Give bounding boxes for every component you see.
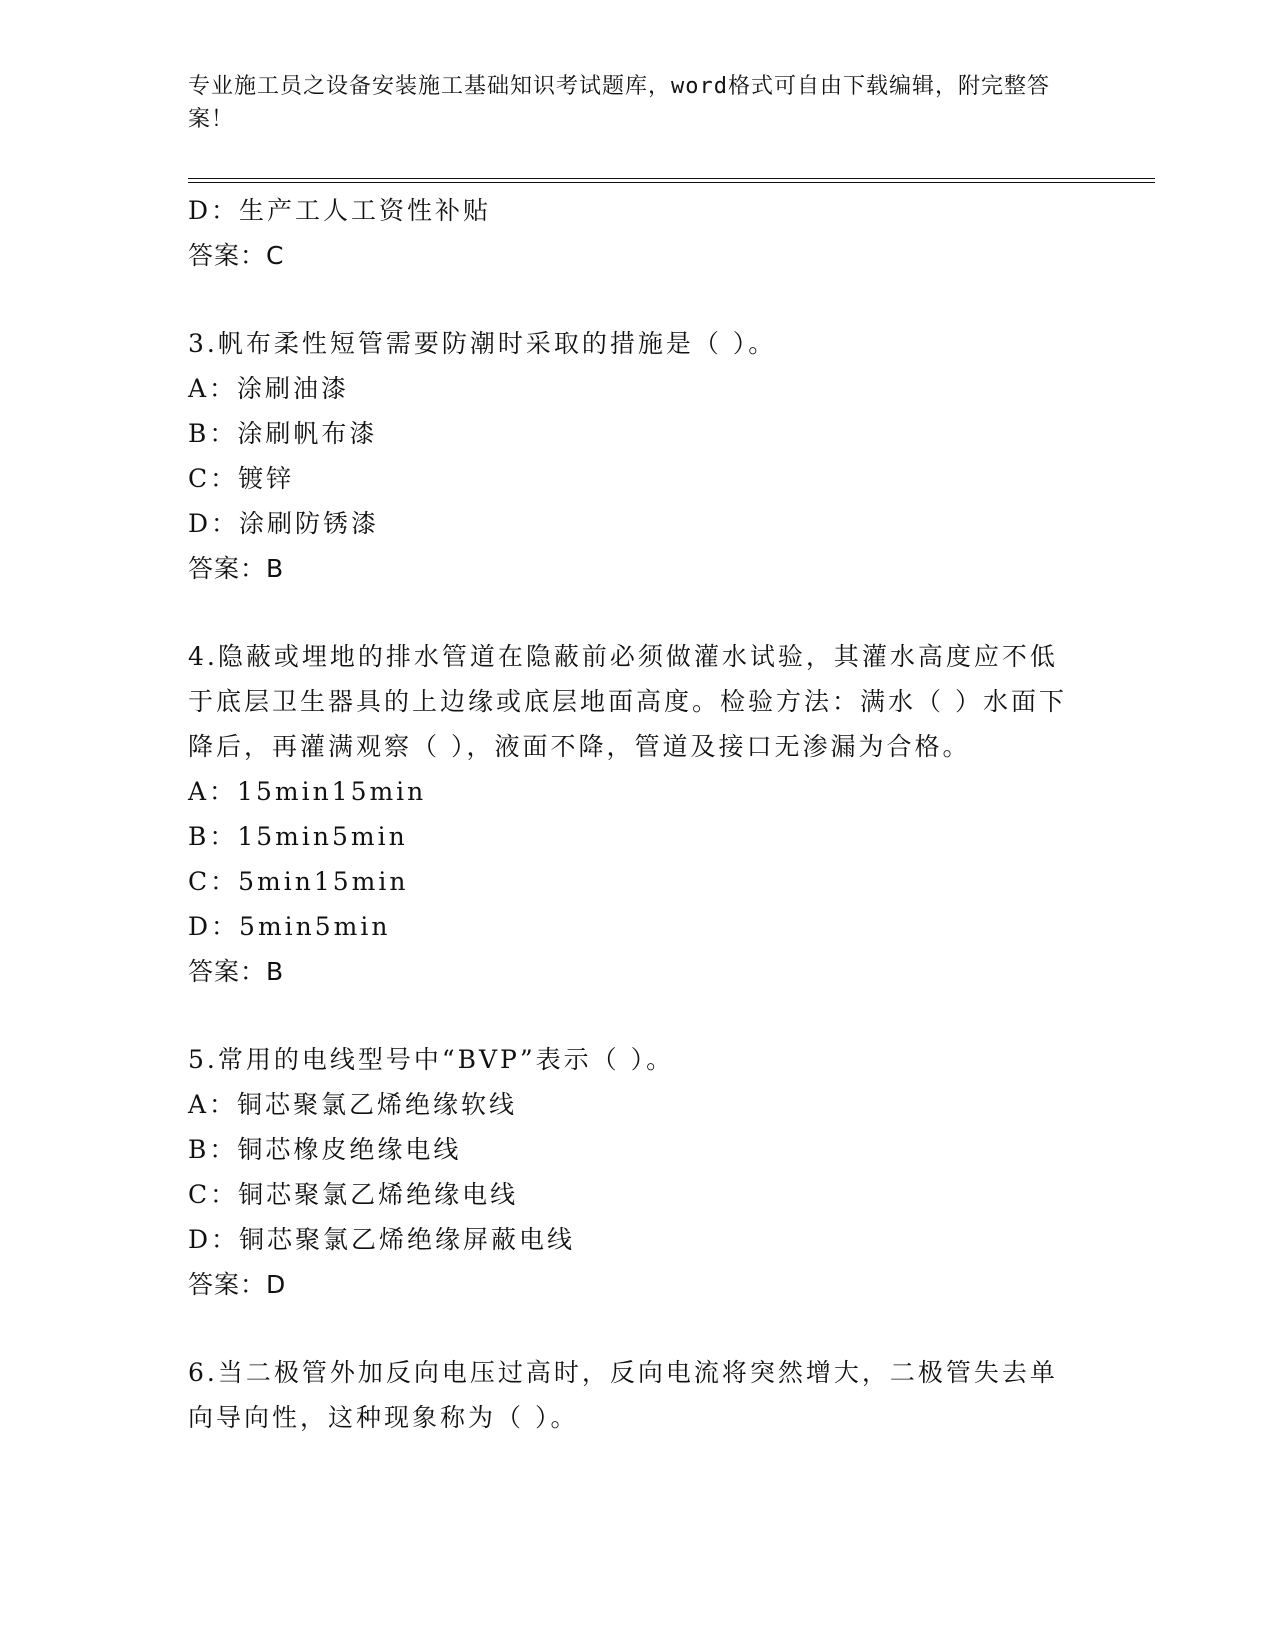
answer-line: 答案：C — [188, 241, 285, 270]
document-header: 专业施工员之设备安装施工基础知识考试题库，word格式可自由下载编辑，附完整答案！ — [188, 74, 1050, 132]
option-d: D：5min5min — [188, 912, 391, 941]
spacer — [188, 994, 1088, 1037]
question-5-text: 5.常用的电线型号中“BVP”表示（ ）。 — [188, 1045, 675, 1074]
question-3-text: 3.帆布柔性短管需要防潮时采取的措施是（ ）。 — [188, 329, 777, 358]
option-c: C：镀锌 — [188, 464, 295, 493]
answer-line: 答案：D — [188, 1270, 287, 1299]
question-list — [188, 188, 1088, 1440]
option-d: D：生产工人工资性补贴 — [188, 196, 492, 225]
spacer — [188, 1307, 1088, 1350]
header-divider — [188, 178, 1155, 183]
option-d: D：铜芯聚氯乙烯绝缘屏蔽电线 — [188, 1225, 576, 1254]
answer-line: 答案：B — [188, 554, 285, 583]
option-b: B：15min5min — [188, 822, 408, 851]
option-d: D：涂刷防锈漆 — [188, 509, 380, 538]
spacer — [188, 591, 1088, 634]
option-c: C：铜芯聚氯乙烯绝缘电线 — [188, 1180, 519, 1209]
option-c: C：5min15min — [188, 867, 409, 896]
option-b: B：铜芯橡皮绝缘电线 — [188, 1135, 462, 1164]
option-b: B：涂刷帆布漆 — [188, 419, 378, 448]
option-a: A：15min15min — [188, 777, 427, 806]
spacer — [188, 278, 1088, 321]
option-a: A：涂刷油漆 — [188, 374, 350, 403]
answer-line: 答案：B — [188, 957, 285, 986]
option-a: A：铜芯聚氯乙烯绝缘软线 — [188, 1090, 518, 1119]
question-6-text: 6.当二极管外加反向电压过高时，反向电流将突然增大，二极管失去单向导向性，这种现象称为（ ）。 — [188, 1358, 1058, 1432]
question-4-text: 4.隐蔽或埋地的排水管道在隐蔽前必须做灌水试验，其灌水高度应不低于底层卫生器具的上边缘或底层地面高度。检验方法：满水（ ）水面下降后，再灌满观察（ ），液面不降，管道及接口无渗漏为合格。 — [188, 642, 1067, 761]
